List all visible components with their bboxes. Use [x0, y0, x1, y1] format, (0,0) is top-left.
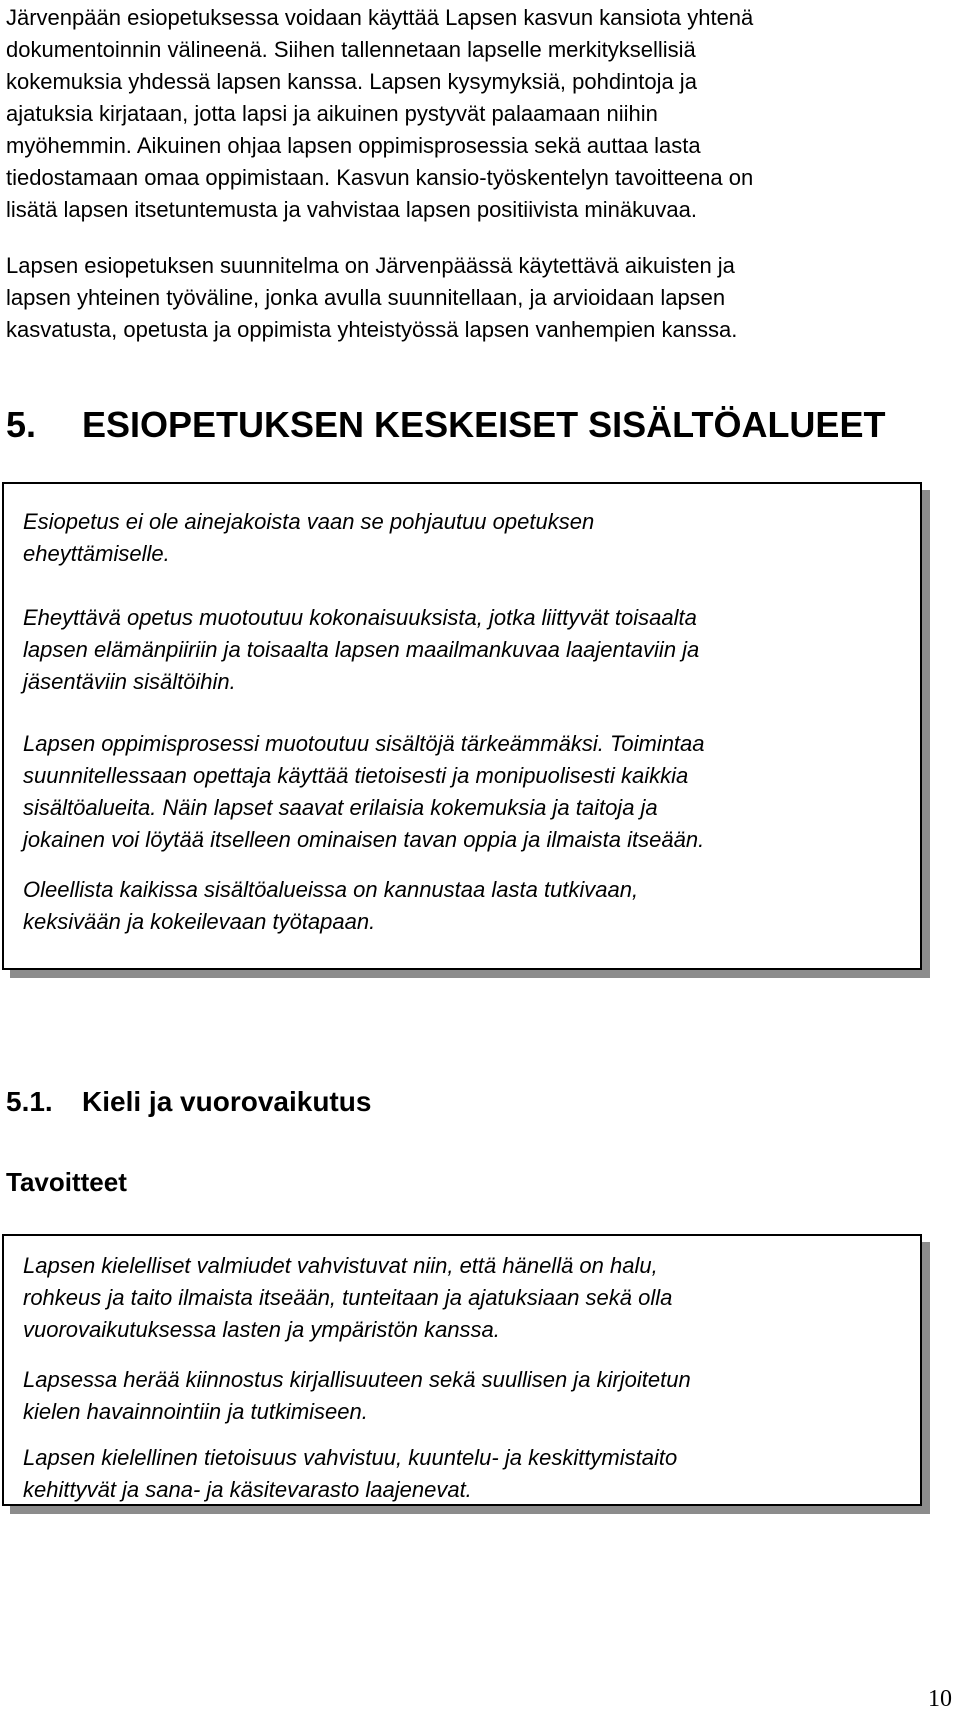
text-line: kielen havainnointiin ja tutkimiseen.: [23, 1399, 368, 1424]
text-line: suunnitellessaan opettaja käyttää tietoisesti ja monipuolisesti kaikkia: [23, 763, 689, 788]
text-line: myöhemmin. Aikuinen ohjaa lapsen oppimisprosessia sekä auttaa lasta: [6, 133, 701, 158]
section-title: ESIOPETUKSEN KESKEISET SISÄLTÖALUEET: [82, 404, 886, 445]
text-line: tiedostamaan omaa oppimistaan. Kasvun kansio-työskentelyn tavoitteena on: [6, 165, 754, 190]
section-title: Kieli ja vuorovaikutus: [82, 1086, 372, 1117]
text-line: dokumentoinnin välineenä. Siihen tallennetaan lapselle merkityksellisiä: [6, 37, 696, 62]
text-line: Lapsen esiopetuksen suunnitelma on Järvenpäässä käytettävä aikuisten ja: [6, 253, 735, 278]
section-number: 5.1.: [6, 1086, 53, 1117]
text-line: kokemuksia yhdessä lapsen kanssa. Lapsen kysymyksiä, pohdintoja ja: [6, 69, 697, 94]
text-line: lapsen elämänpiiriin ja toisaalta lapsen maailmankuvaa laajentaviin ja: [23, 637, 700, 662]
intro-paragraph-1: [6, 2, 916, 226]
text-line: jäsentäviin sisältöihin.: [23, 669, 236, 694]
text-line: kasvatusta, opetusta ja oppimista yhteistyössä lapsen vanhempien kanssa.: [6, 317, 738, 342]
page-number: 10: [928, 1686, 952, 1712]
text-line: Oleellista kaikissa sisältöalueissa on kannustaa lasta tutkivaan,: [23, 877, 639, 902]
goals-paragraph-3: [23, 1442, 677, 1506]
callout-paragraph-1: [23, 506, 594, 570]
goals-paragraph-2: [23, 1364, 691, 1428]
text-line: lapsen yhteinen työväline, jonka avulla suunnitellaan, ja arvioidaan lapsen: [6, 285, 726, 310]
text-line: Lapsen kielelliset valmiudet vahvistuvat niin, että hänellä on halu,: [23, 1253, 658, 1278]
text-line: ajatuksia kirjataan, jotta lapsi ja aikuinen pystyvät palaamaan niihin: [6, 101, 658, 126]
callout-paragraph-4: [23, 874, 638, 938]
text-line: sisältöalueita. Näin lapset saavat erilaisia kokemuksia ja taitoja ja: [23, 795, 658, 820]
text-line: Esiopetus ei ole ainejakoista vaan se pohjautuu opetuksen: [23, 509, 595, 534]
goals-callout-box: [2, 1234, 922, 1506]
text-line: Eheyttävä opetus muotoutuu kokonaisuuksista, jotka liittyvät toisaalta: [23, 605, 697, 630]
callout-paragraph-2: [23, 602, 699, 698]
text-line: rohkeus ja taito ilmaista itseään, tunteitaan ja ajatuksiaan sekä olla: [23, 1285, 673, 1310]
goals-subheading: Tavoitteet: [6, 1167, 127, 1197]
text-line: eheyttämiselle.: [23, 541, 170, 566]
text-line: keksivään ja kokeilevaan työtapaan.: [23, 909, 376, 934]
intro-paragraph-2: [6, 250, 916, 346]
section-5-heading: [6, 400, 885, 450]
section-5-1-heading: [6, 1082, 371, 1122]
goals-paragraph-1: [23, 1250, 672, 1346]
text-line: Lapsen oppimisprosessi muotoutuu sisältöjä tärkeämmäksi. Toimintaa: [23, 731, 705, 756]
text-line: Lapsen kielellinen tietoisuus vahvistuu, kuuntelu- ja keskittymistaito: [23, 1445, 678, 1470]
text-line: kehittyvät ja sana- ja käsitevarasto laajenevat.: [23, 1477, 472, 1502]
section-5-callout-box: [2, 482, 922, 970]
text-line: jokainen voi löytää itselleen ominaisen tavan oppia ja ilmaista itseään.: [23, 827, 705, 852]
text-line: Lapsessa herää kiinnostus kirjallisuuteen sekä suullisen ja kirjoitetun: [23, 1367, 691, 1392]
callout-paragraph-3: [23, 728, 705, 856]
text-line: lisätä lapsen itsetuntemusta ja vahvistaa lapsen positiivista minäkuvaa.: [6, 197, 697, 222]
section-number: 5.: [6, 404, 37, 445]
text-line: vuorovaikutuksessa lasten ja ympäristön kanssa.: [23, 1317, 500, 1342]
text-line: Järvenpään esiopetuksessa voidaan käyttää Lapsen kasvun kansiota yhtenä: [6, 5, 754, 30]
